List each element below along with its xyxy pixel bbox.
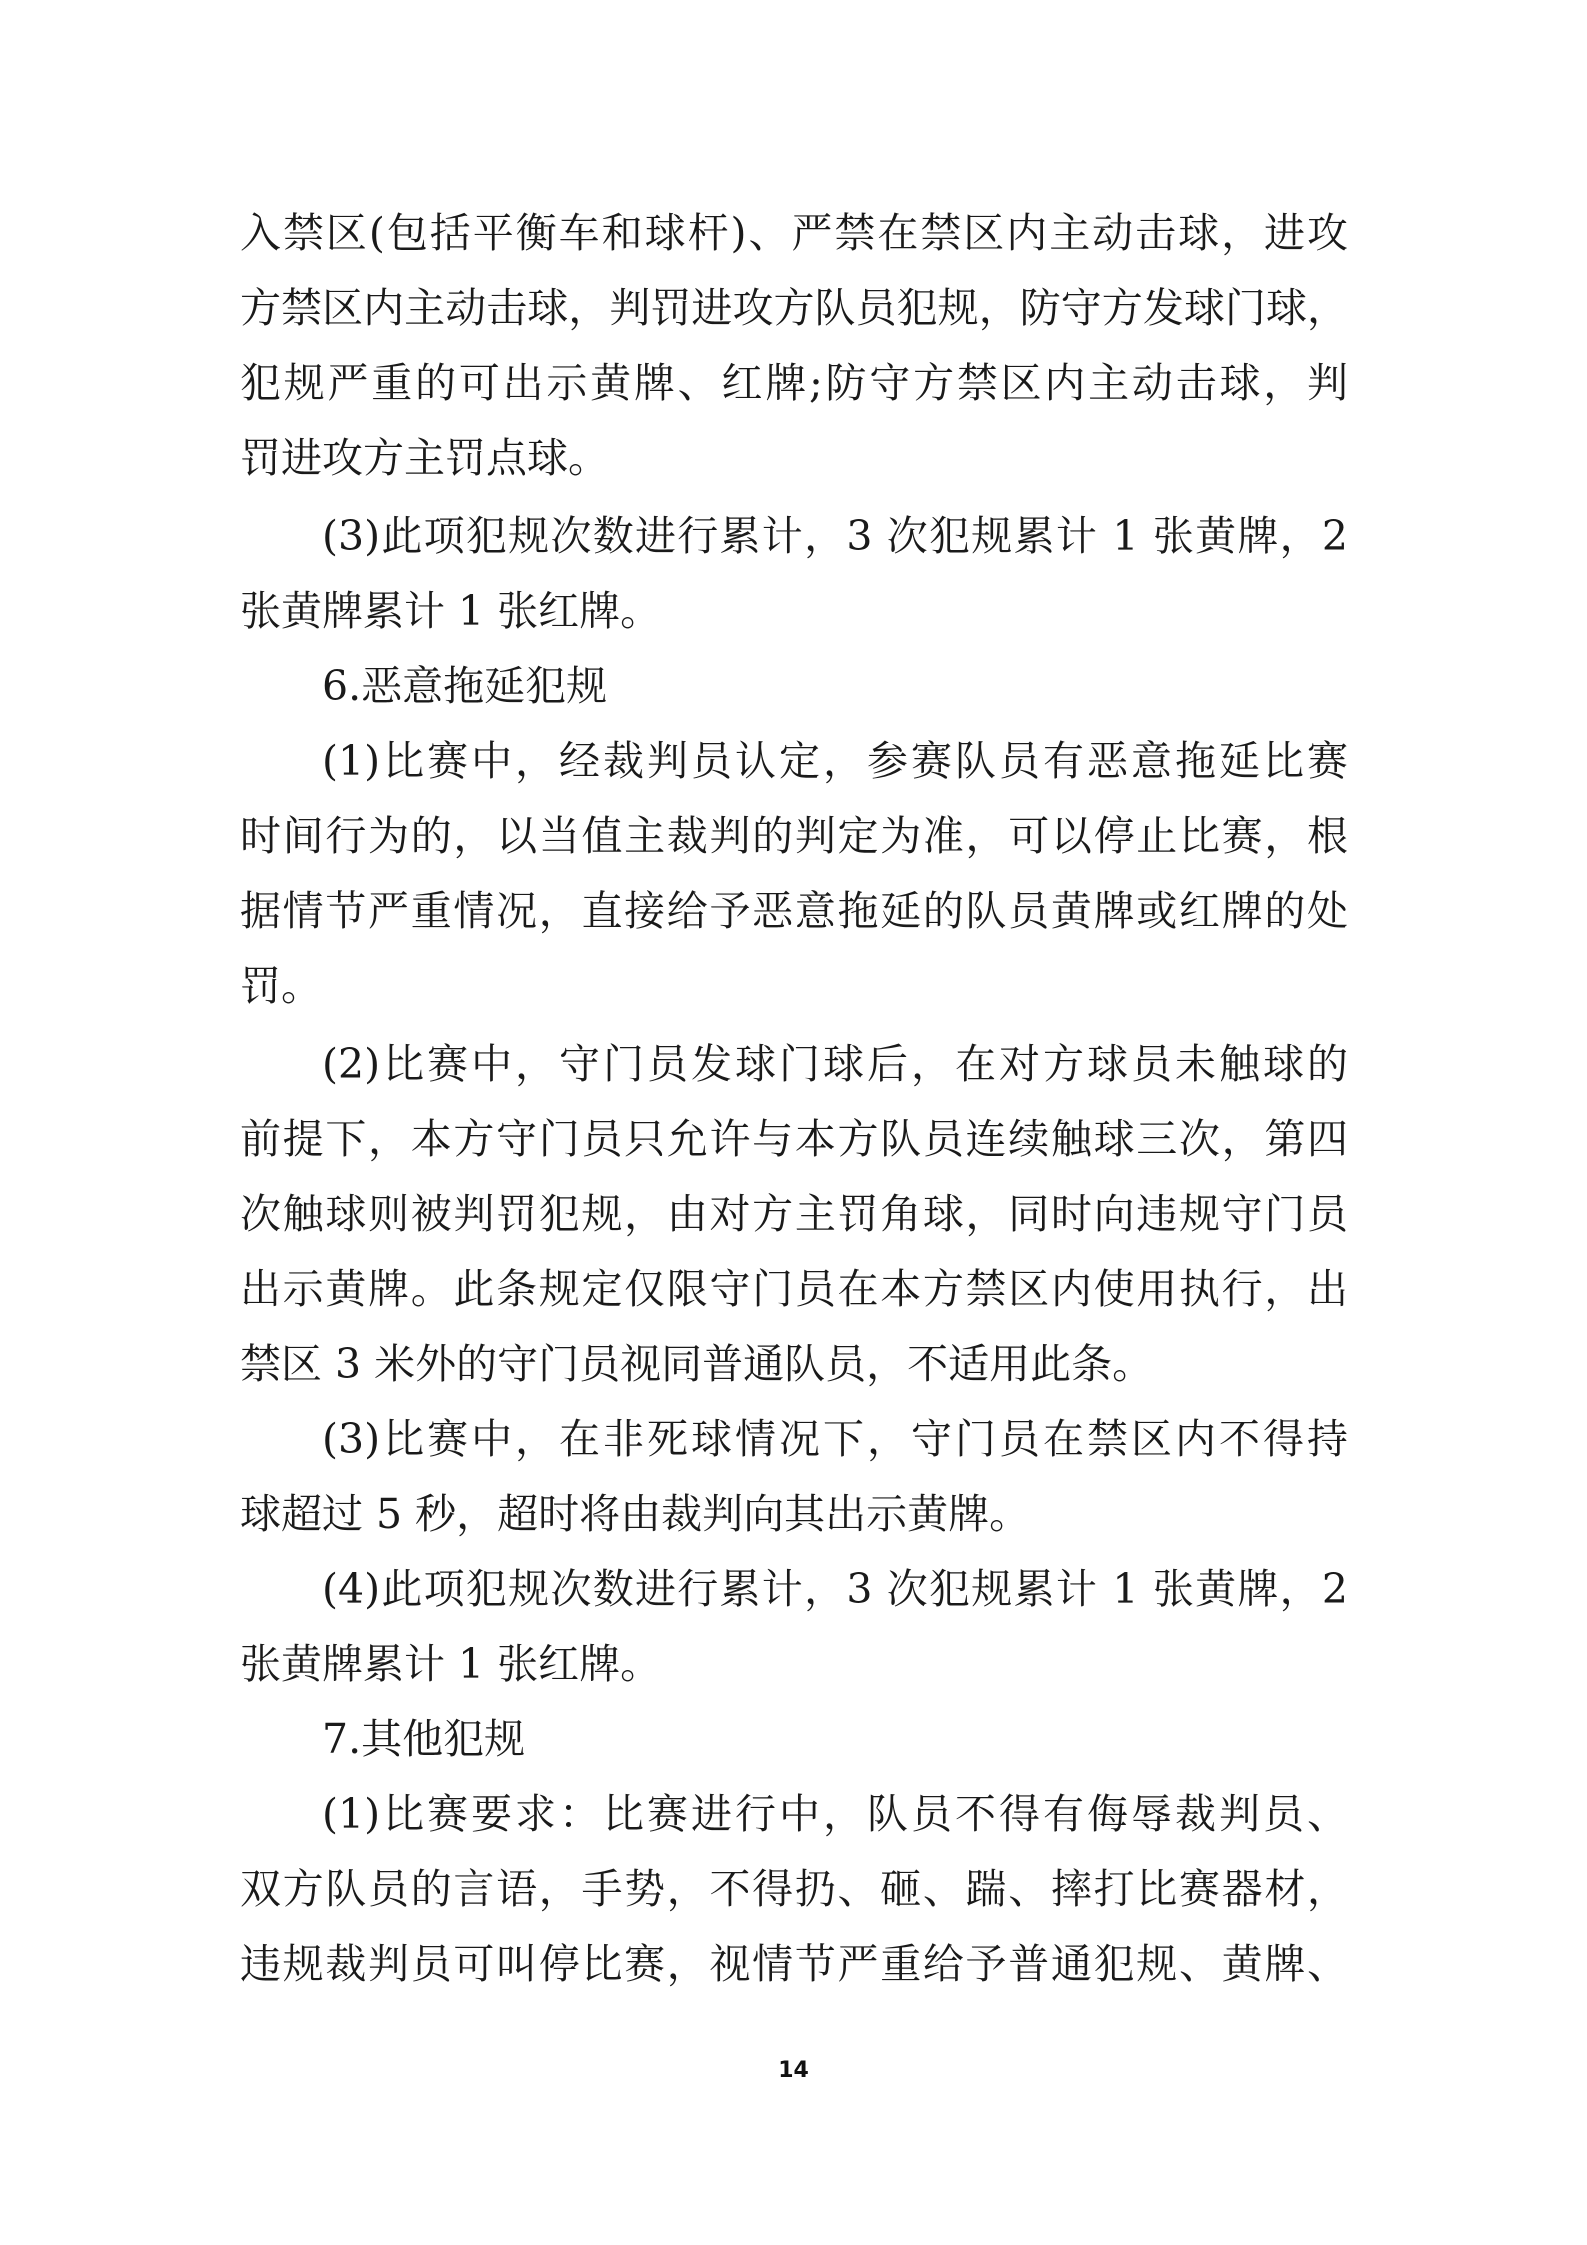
text-line: 张黄牌累计 1 张红牌。 (240, 587, 662, 635)
text-line: (4)此项犯规次数进行累计，3 次犯规累计 1 张黄牌，2 (322, 1565, 1348, 1613)
text-line: 犯规严重的可出示黄牌、红牌;防守方禁区内主动击球，判 (240, 359, 1348, 407)
text-line: (2)比赛中，守门员发球门球后，在对方球员未触球的 (322, 1040, 1348, 1088)
text-line: (1)比赛要求：比赛进行中，队员不得有侮辱裁判员、 (322, 1790, 1348, 1838)
text-line: 入禁区(包括平衡车和球杆)、严禁在禁区内主动击球，进攻 (240, 209, 1348, 257)
text-line: 张黄牌累计 1 张红牌。 (240, 1640, 662, 1688)
section-heading: 6.恶意拖延犯规 (322, 662, 608, 710)
text-line: 违规裁判员可叫停比赛，视情节严重给予普通犯规、黄牌、 (240, 1940, 1348, 1988)
text-line: 时间行为的，以当值主裁判的判定为准，可以停止比赛，根 (240, 812, 1348, 860)
text-line: (3)此项犯规次数进行累计，3 次犯规累计 1 张黄牌，2 (322, 512, 1348, 560)
text-line: 据情节严重情况，直接给予恶意拖延的队员黄牌或红牌的处 (240, 887, 1348, 935)
text-line: 双方队员的言语，手势，不得扔、砸、踹、摔打比赛器材， (240, 1865, 1348, 1913)
text-line: 出示黄牌。此条规定仅限守门员在本方禁区内使用执行，出 (240, 1265, 1348, 1313)
text-line: 方禁区内主动击球，判罚进攻方队员犯规，防守方发球门球， (240, 284, 1348, 332)
text-line: (3)比赛中，在非死球情况下，守门员在禁区内不得持 (322, 1415, 1348, 1463)
text-line: 球超过 5 秒，超时将由裁判向其出示黄牌。 (240, 1490, 1031, 1538)
page-number: 14 (778, 2058, 809, 2083)
text-line: 罚进攻方主罚点球。 (240, 434, 609, 482)
text-line: 罚。 (240, 962, 322, 1010)
text-line: 禁区 3 米外的守门员视同普通队员，不适用此条。 (240, 1340, 1154, 1388)
section-heading: 7.其他犯规 (322, 1715, 526, 1763)
text-line: 前提下，本方守门员只允许与本方队员连续触球三次，第四 (240, 1115, 1348, 1163)
text-line: 次触球则被判罚犯规，由对方主罚角球，同时向违规守门员 (240, 1190, 1348, 1238)
body-text (240, 196, 1348, 2002)
text-line: (1)比赛中，经裁判员认定，参赛队员有恶意拖延比赛 (322, 737, 1348, 785)
